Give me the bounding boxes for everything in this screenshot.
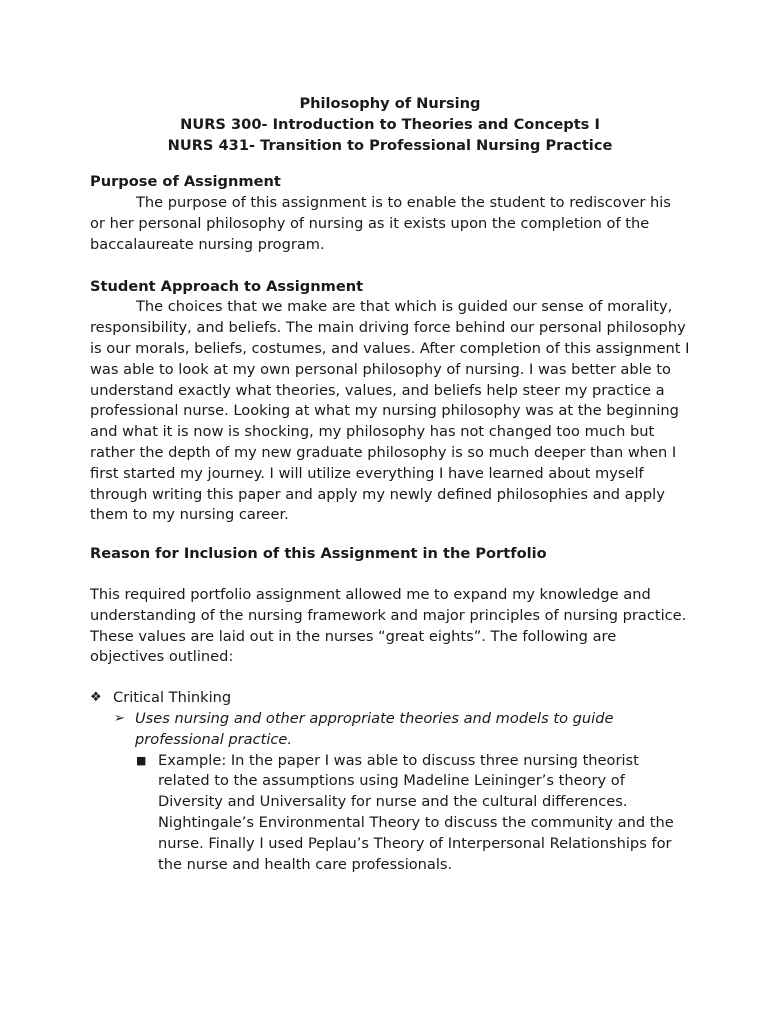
list-subitem-text: Uses nursing and other appropriate theories and models to guide professional practice. bbox=[135, 709, 614, 748]
document-content bbox=[90, 94, 690, 875]
approach-heading: Student Approach to Assignment bbox=[90, 277, 364, 295]
title-block bbox=[90, 94, 690, 156]
reason-heading: Reason for Inclusion of this Assignment in the Portfolio bbox=[90, 545, 547, 563]
document-title: Philosophy of Nursing bbox=[299, 95, 481, 112]
square-bullet-icon: ■ bbox=[136, 753, 147, 767]
approach-paragraph: The choices that we make are that which is guided our sense of morality, responsibility, and beliefs. The main driving force behind our personal philosophy is our morals, beliefs, costumes, and values. After completion of this assignment I was able to look at my own personal philosophy of nursing. I was better able to understand exactly what theories, values, and beliefs help steer my practice a professional nurse. Looking at what my nursing philosophy was at the beginning and what it is now is shocking, my philosophy has not changed too much but rather the depth of my new graduate philosophy is so much deeper than when I first started my journey. I will utilize everything I have learned about myself through writing this paper and apply my newly defined philosophies and apply them to my nursing career. bbox=[90, 298, 690, 524]
purpose-paragraph: The purpose of this assignment is to enable the student to rediscover his or her personal philosophy of nursing as it exists upon the completion of the baccalaureate nursing program. bbox=[90, 194, 671, 253]
list-item-label: Critical Thinking bbox=[113, 689, 232, 707]
list-subitem bbox=[90, 709, 690, 751]
diamond-bullet-icon: ❖ bbox=[90, 690, 102, 706]
list-example-text: Example: In the paper I was able to discuss three nursing theorist related to the assumptions using Madeline Leininger’s theory of Diversity and Universality for nurse and the cultural differences. Nightingale’s Environmental Theory to discuss the community and the nurse. Finally I used Peplau’s Theory of Interpersonal Relationships for the nurse and health care professionals. bbox=[158, 751, 674, 873]
course-line-1: NURS 300- Introduction to Theories and Concepts I bbox=[180, 115, 600, 133]
list-item-critical-thinking bbox=[90, 688, 690, 709]
reason-paragraph: This required portfolio assignment allowed me to expand my knowledge and understanding of the nursing framework and major principles of nursing practice. These values are laid out in the nurses “great eights”. The following are objectives outlined: bbox=[90, 585, 687, 666]
list-example bbox=[90, 751, 690, 876]
arrow-bullet-icon: ➢ bbox=[114, 710, 125, 726]
purpose-heading: Purpose of Assignment bbox=[90, 173, 281, 191]
course-line-2: NURS 431- Transition to Professional Nursing Practice bbox=[167, 136, 613, 154]
